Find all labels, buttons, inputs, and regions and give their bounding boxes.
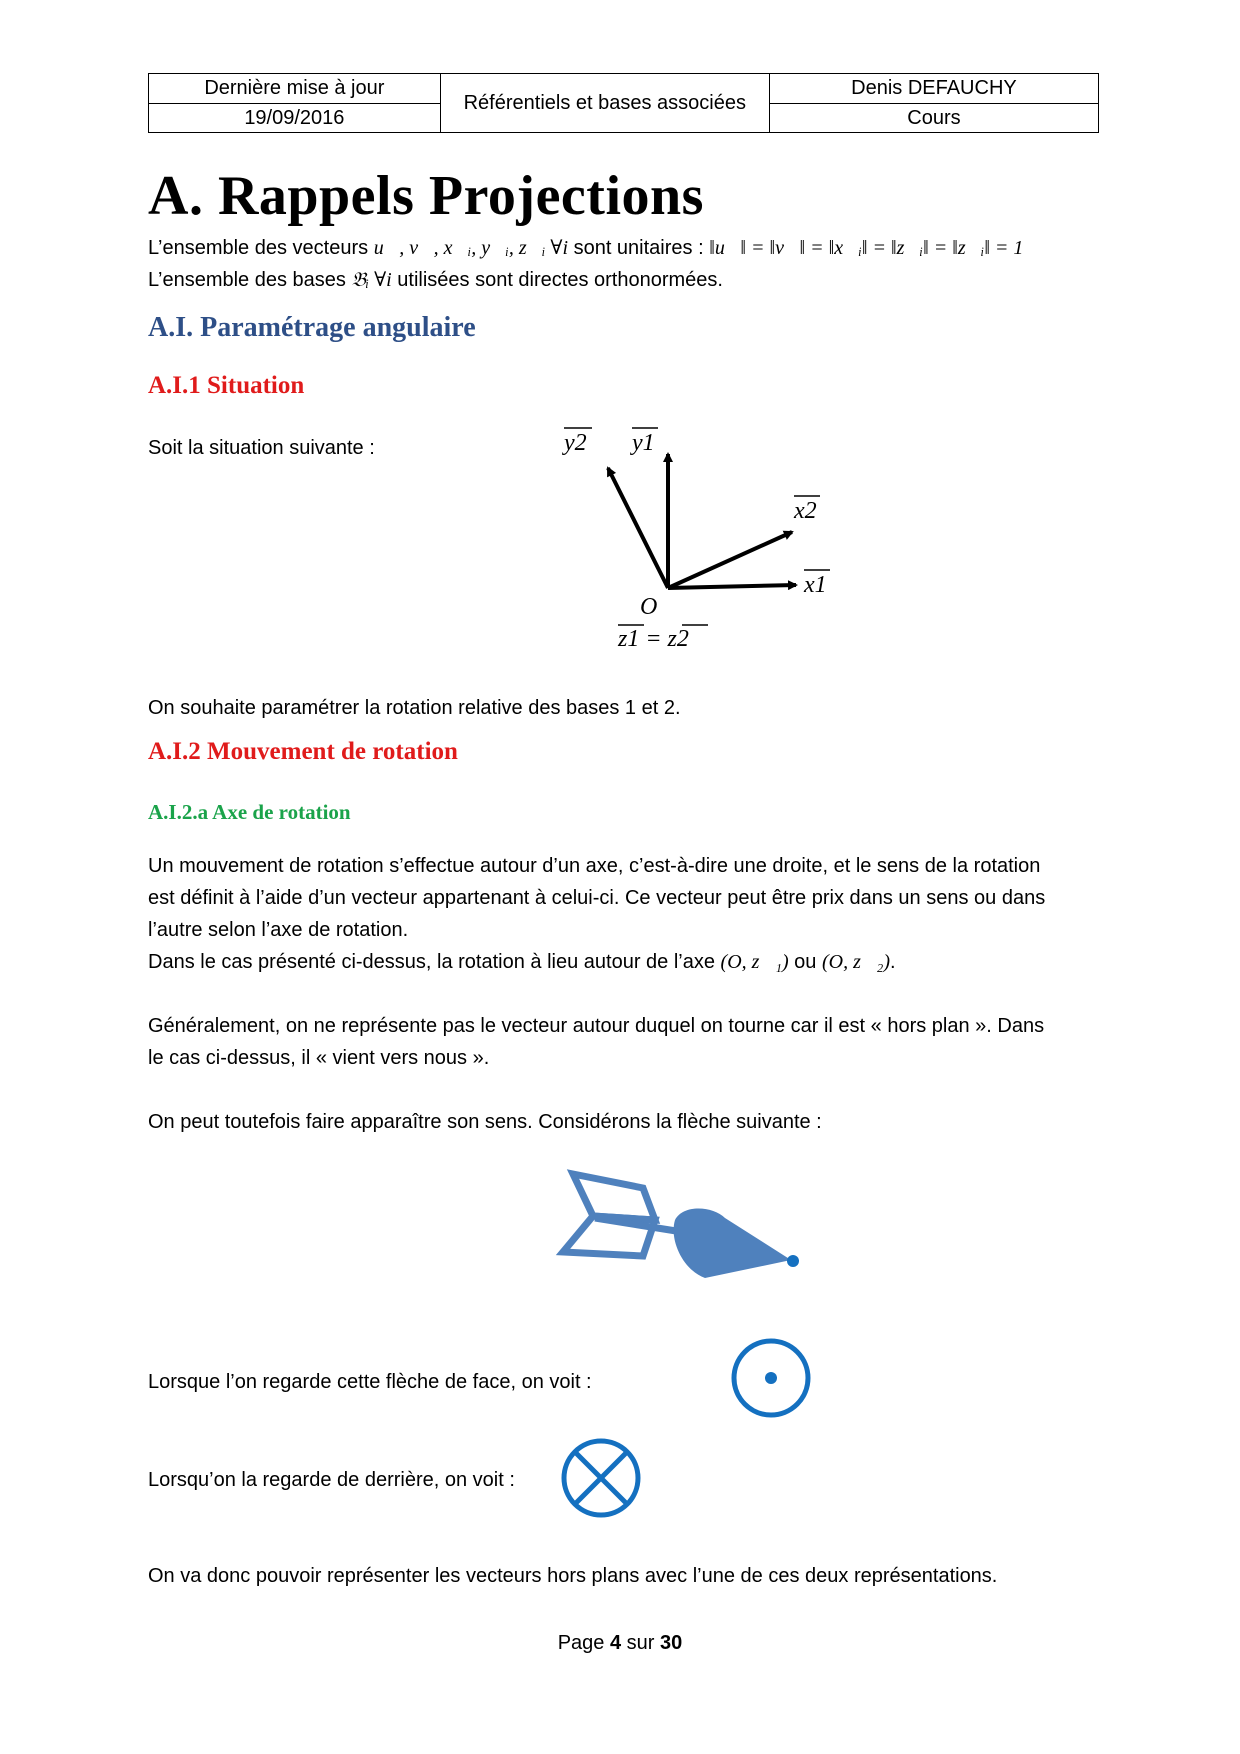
label-x2: x2 xyxy=(794,498,817,524)
update-date: 19/09/2016 xyxy=(149,103,441,133)
x1-arrow xyxy=(668,585,796,588)
dart-feather-top xyxy=(573,1174,655,1220)
para1-line-1: Un mouvement de rotation s’effectue autour d’un axe, c’est-à-dire une droite, et le sens de la rotation xyxy=(148,855,1041,877)
document-type: Cours xyxy=(769,103,1098,133)
total-pages: 30 xyxy=(660,1632,683,1654)
y2-arrow xyxy=(608,468,668,588)
section-heading-ai2a: A.I.2.a Axe de rotation xyxy=(148,800,351,824)
para1-line-4: Dans le cas présenté ci-dessus, la rotation à lieu autour de l’axe (O, z⃗₁) ou (O, z⃗₂). xyxy=(148,951,896,973)
intro-line-1: L’ensemble des vecteurs u⃗, v⃗, x⃗ᵢ, y⃗ᵢ, z⃗ᵢ ∀i sont unitaires : ‖u⃗‖ = ‖v⃗‖ = ‖x⃗ᵢ‖ = ‖z⃗ᵢ‖ = ‖z⃗ᵢ‖ = 1 xyxy=(148,237,1024,259)
label-origin: O xyxy=(640,594,658,620)
para1-line-2: est définit à l’aide d’un vecteur appartenant à celui-ci. Ce vecteur peut être prix dans un sens ou dans xyxy=(148,887,1046,909)
page-footer: Page 4 sur 30 xyxy=(557,1632,683,1654)
para3: On peut toutefois faire apparaître son sens. Considérons la flèche suivante : xyxy=(148,1111,822,1133)
label-y1: y1 xyxy=(632,430,655,456)
page-title: A. Rappels Projections xyxy=(148,165,704,227)
document-subject: Référentiels et bases associées xyxy=(440,74,769,133)
para2-line-2: le cas ci-dessus, il « vient vers nous ». xyxy=(148,1047,490,1069)
conclusion-text: On va donc pouvoir représenter les vecteurs hors plans avec l’une de ces deux représentations. xyxy=(148,1565,998,1587)
vectors-list: u⃗, v⃗, x⃗ᵢ, y⃗ᵢ, z⃗ᵢ ∀i xyxy=(373,237,569,259)
para1-line-3: l’autre selon l’axe de rotation. xyxy=(148,919,409,941)
axis-z2: (O, z⃗₂) xyxy=(821,951,891,973)
situation-text: Soit la situation suivante : xyxy=(148,437,375,459)
param-text: On souhaite paramétrer la rotation relative des bases 1 et 2. xyxy=(148,697,681,719)
cross-in-circle-symbol xyxy=(558,1435,644,1521)
basis-vectors-figure xyxy=(540,420,870,660)
section-heading-ai: A.I. Paramétrage angulaire xyxy=(148,312,476,343)
dart-tip xyxy=(787,1255,799,1267)
back-view-text: Lorsqu’on la regarde de derrière, on voit : xyxy=(148,1469,515,1491)
dart-arrow-illustration xyxy=(555,1160,815,1290)
section-heading-ai1: A.I.1 Situation xyxy=(148,372,305,399)
para2-line-1: Généralement, on ne représente pas le vecteur autour duquel on tourne car il est « hors plan ». Dans xyxy=(148,1015,1045,1037)
label-x1: x1 xyxy=(804,572,827,598)
dart-head xyxy=(674,1209,791,1279)
bases-symbol: 𝔅ᵢ ∀i xyxy=(351,269,392,291)
last-update-label: Dernière mise à jour xyxy=(149,74,441,104)
label-y2: y2 xyxy=(564,430,587,456)
current-page: 4 xyxy=(609,1632,622,1654)
unit-norm-formula: ‖u⃗‖ = ‖v⃗‖ = ‖x⃗ᵢ‖ = ‖z⃗ᵢ‖ = ‖z⃗ᵢ‖ = 1 xyxy=(709,237,1024,259)
section-heading-ai2: A.I.2 Mouvement de rotation xyxy=(148,738,458,765)
x2-arrow xyxy=(668,532,792,588)
intro-line-2: L’ensemble des bases 𝔅ᵢ ∀i utilisées sont directes orthonormées. xyxy=(148,269,723,291)
label-z-equality: z1 = z2 xyxy=(618,626,689,652)
front-view-text: Lorsque l’on regarde cette flèche de face, on voit : xyxy=(148,1371,592,1393)
dot-in-circle-symbol xyxy=(728,1335,814,1421)
header-table xyxy=(148,73,1099,133)
author-name: Denis DEFAUCHY xyxy=(769,74,1098,104)
axis-z1: (O, z⃗₁) xyxy=(720,951,789,973)
